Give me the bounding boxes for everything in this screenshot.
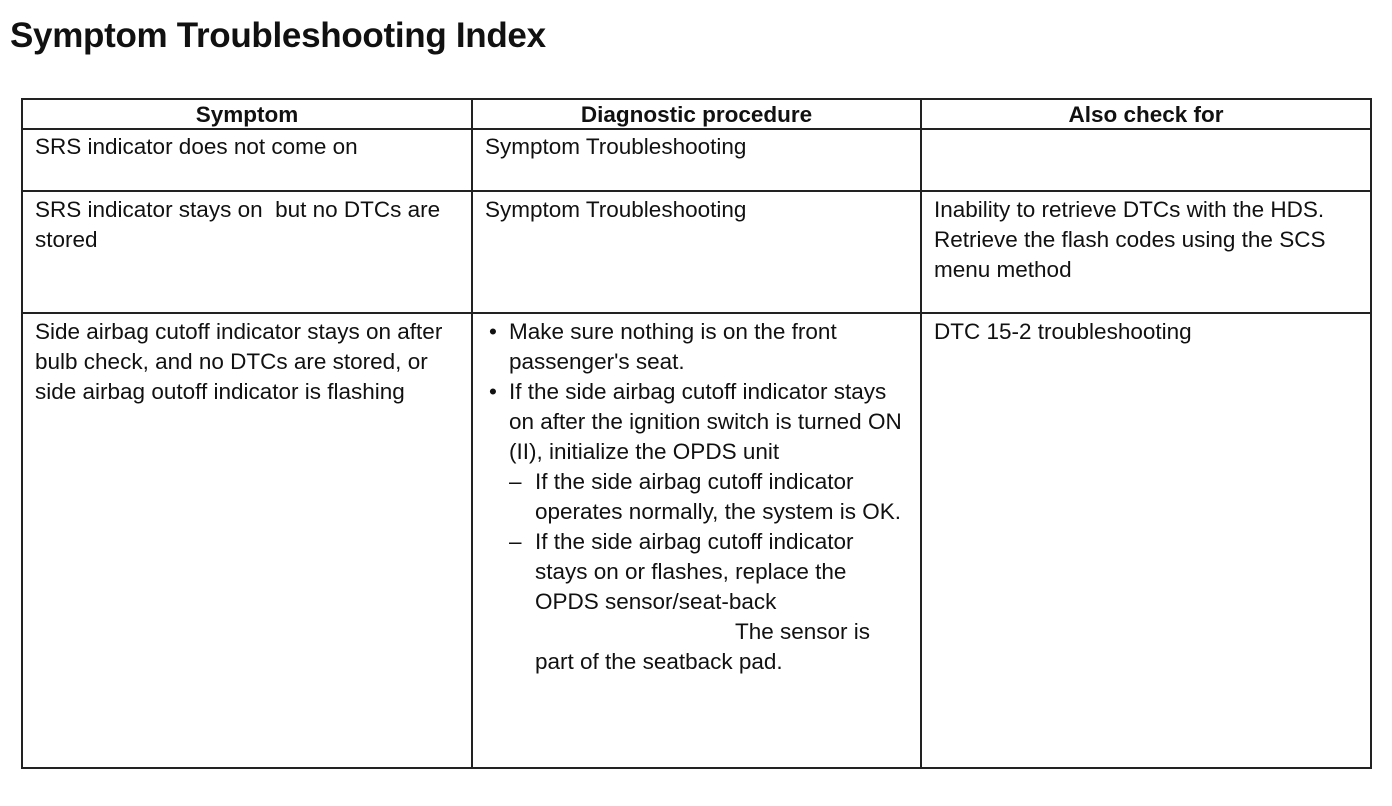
also-check-cell: DTC 15-2 troubleshooting [921,313,1371,768]
procedure-cell: Symptom Troubleshooting [472,191,921,313]
procedure-sub-item [485,527,908,677]
also-check-cell: Inability to retrieve DTCs with the HDS. Retrieve the flash codes using the SCS menu method [921,191,1371,313]
column-header-symptom: Symptom [22,99,472,129]
bullet-mark: • [489,379,497,404]
bullet-text: If the side airbag cutoff indicator stays on after the ignition switch is turned ON (II), initialize the OPDS unit [509,379,902,464]
symptom-index-table [21,98,1372,769]
symptom-cell: Side airbag cutoff indicator stays on after bulb check, and no DTCs are stored, or side airbag outoff indicator is flashing [22,313,472,768]
column-header-also-check-for: Also check for [921,99,1371,129]
sub-item-note: The sensor is part of the seatback pad. [535,619,871,674]
bullet-mark: • [489,319,497,344]
dash-mark: – [509,469,522,494]
bullet-text: Make sure nothing is on the front passenger's seat. [509,319,837,374]
also-check-cell [921,129,1371,191]
procedure-bullet [485,317,908,377]
procedure-sub-item [485,467,908,527]
table-row [22,313,1371,768]
table-row [22,129,1371,191]
symptom-cell: SRS indicator stays on but no DTCs are stored [22,191,472,313]
dash-mark: – [509,529,522,554]
procedure-bullet [485,377,908,467]
column-header-diagnostic-procedure: Diagnostic procedure [472,99,921,129]
procedure-cell [472,313,921,768]
table-header-row [22,99,1371,129]
sub-item-text: If the side airbag cutoff indicator stays on or flashes, replace the OPDS sensor/seat-back [535,529,854,614]
procedure-cell: Symptom Troubleshooting [472,129,921,191]
sub-item-text: If the side airbag cutoff indicator operates normally, the system is OK. [535,469,901,524]
symptom-cell: SRS indicator does not come on [22,129,472,191]
table-row [22,191,1371,313]
page-title: Symptom Troubleshooting Index [10,16,546,55]
